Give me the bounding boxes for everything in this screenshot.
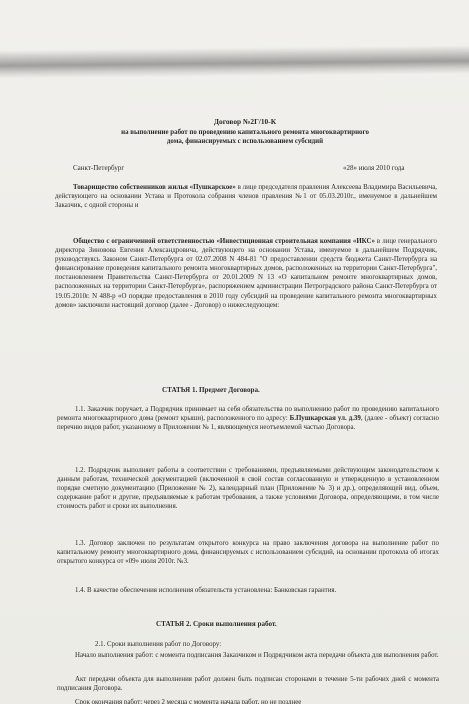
clause-1-2-text: 1.2. Подрядчик выполняет работы в соответствии с требованиями, предъявляемыми действующим законодательством к данным работам, технической документацией (включенной в свой состав согласованную и утвержденную в установленном порядке сметную документацию (Приложение № 2), календарный план (Приложение № 3) и др.), определяющей вид, объем, содержание работ и другие, предъявляемые к работам требования, а также условиями Договора, определяющими, в том числе стоимость работ и сроки их выполнения. [57, 467, 439, 511]
clause-2-1-act [57, 675, 439, 693]
clause-2-1-start [57, 651, 439, 660]
document-city: Санкт-Петербург [73, 164, 125, 172]
document-title: Договор №2Г/10-К [213, 117, 277, 126]
object-address: Б.Пушкарская ул. д.39 [289, 415, 361, 423]
section2-heading: СТАТЬЯ 2. Сроки выполнения работ. [156, 620, 277, 628]
clause-2-1-start-text: Начало выполнения работ: с момента подписания Заказчиком и Подрядчиком акта передачи объекта для выполнения работ. [75, 652, 439, 659]
section1-heading: СТАТЬЯ 1. Предмет Договора. [162, 386, 260, 394]
document-subtitle-line2: дома, финансируемых с использованием субсидий [166, 138, 324, 146]
clause-1-1-start: 1.1. Заказчик поручает, а Подрядчик принимает на себя обязательства по выполнению работ по проведению капитального ремонта многоквартирного дома (ремонт крыши), расположенного по адресу: [57, 406, 439, 423]
clause-1-4 [57, 586, 439, 595]
party1-text: в лице председателя правления Алексеева Владимира Васильевича, действующего на основании Устава и Протокола собрания членов правления №1 от 05.03.2010г., именуемое в дальнейшем Заказчик, с одной стороны и [55, 184, 437, 210]
clause-1-3-text: 1.3. Договор заключен по результатам открытого конкурса на право заключения договора на выполнение работ по капитальному ремонту многоквартирного дома, финансируемых с использованием субсидий, на основании протокола об итогах открытого конкурса от «09» июля 2010г. №3. [57, 540, 439, 566]
clause-1-2 [57, 466, 439, 511]
document-header [70, 117, 420, 146]
clause-2-1-end [57, 698, 439, 704]
clause-2-1-end-text: Срок окончания работ: через 2 месяца с момента начала работ, но не позднее [75, 699, 302, 704]
document-subtitle-line1: на выполнение работ по проведению капитального ремонта многоквартирного [121, 129, 369, 137]
clause-2-1: 2.1. Сроки выполнения работ по Договору: [95, 641, 222, 648]
party1-paragraph [55, 183, 437, 210]
clause-1-4-text: 1.4. В качестве обеспечения исполнения обязательств установлена: Банковская гарантия. [75, 587, 337, 594]
party2-name: Общество с ограниченной ответственностью «Инвестиционная строительная компания «ИКС» [73, 238, 375, 245]
clause-1-1 [57, 405, 439, 432]
clause-2-1-act-text: Акт передачи объекта для выполнения работ должен быть подписан сторонами в течение 5-ти рабочих дней с момента подписания Договора. [57, 676, 439, 693]
party2-text: в лице генерального директора Зиновова Евгения Александровича, действующего на основании Устава, именуемое в дальнейшем Подрядчик, руководствуясь Законом Санкт-Петербурга от 02.07.2008 N 484-81 "О предоставлении средств бюджета Санкт-Петербурга на финансирование проведения капитального ремонта многоквартирных домов, расположенных на территории Санкт-Петербурга", постановлением Правительства Санкт-Петербурга от 20.01.2009 N 13 «О капитальном ремонте многоквартирных домов, расположенных на территории Санкт-Петербурга», распоряжением администрации Петроградского района Санкт-Петербурга от 19.05.2010г. N 488-р «О порядке предоставления в 2010 году субсидий на проведение капитального ремонта многоквартирных домов» заключили настоящий договор (далее - Договор) о нижеследующем: [55, 238, 437, 309]
document-date: «28» июля 2010 года [343, 164, 405, 172]
party2-paragraph [55, 237, 437, 310]
clause-1-1-end: , (далее - объект) согласно перечню видов работ, указанному в Приложении № 1, являющемуся неотъемлемой частью Договора. [57, 415, 439, 432]
clause-1-3 [57, 539, 439, 566]
party1-name: Товарищество собственников жилья «Пушкарское» [73, 184, 236, 191]
